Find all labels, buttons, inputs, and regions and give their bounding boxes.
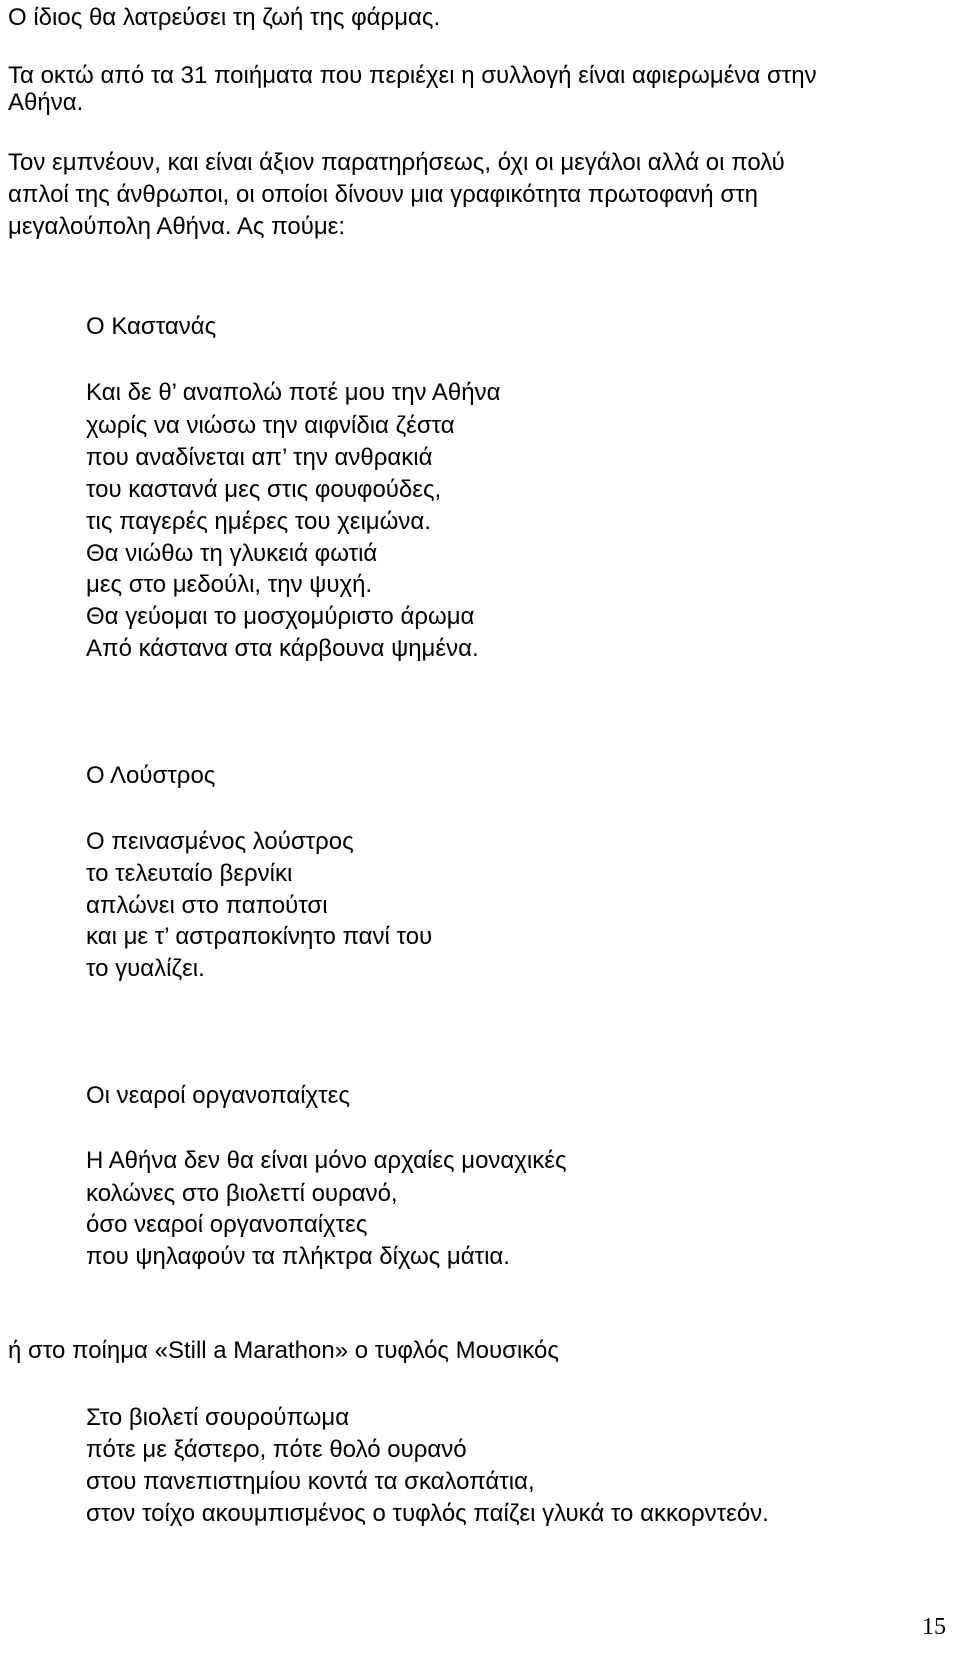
intro-line: Τα οκτώ από τα 31 ποιήματα που περιέχει η συλλογή είναι αφιερωμένα στην bbox=[8, 62, 817, 89]
poem-line: πότε με ξάστερο, πότε θολό ουρανό bbox=[86, 1436, 467, 1463]
poem-line: το τελευταίο βερνίκι bbox=[86, 860, 293, 887]
poem-line: Και δε θ’ αναπολώ ποτέ μου την Αθήνα bbox=[86, 379, 501, 406]
poem-line: στον τοίχο ακουμπισμένος ο τυφλός παίζει γλυκά το ακκορντεόν. bbox=[86, 1500, 769, 1527]
poem-line: που ψηλαφούν τα πλήκτρα δίχως μάτια. bbox=[86, 1243, 510, 1270]
poem-line: Θα γεύομαι το μοσχομύριστο άρωμα bbox=[86, 603, 475, 630]
poem-line: Από κάστανα στα κάρβουνα ψημένα. bbox=[86, 635, 479, 662]
poem-line: χωρίς να νιώσω την αιφνίδια ζέστα bbox=[86, 412, 455, 439]
poem-line: απλώνει στο παπούτσι bbox=[86, 892, 328, 919]
poem-title: Οι νεαροί οργανοπαίχτες bbox=[86, 1082, 350, 1109]
poem-line: Η Αθήνα δεν θα είναι μόνο αρχαίες μοναχικές bbox=[86, 1147, 567, 1174]
transition-line: ή στο ποίημα «Still a Marathon» ο τυφλός Μουσικός bbox=[8, 1337, 559, 1364]
poem-line: που αναδίνεται απ’ την ανθρακιά bbox=[86, 444, 433, 471]
poem-title: Ο Καστανάς bbox=[86, 313, 217, 340]
intro-line: απλοί της άνθρωποι, οι οποίοι δίνουν μια γραφικότητα πρωτοφανή στη bbox=[8, 181, 758, 208]
poem-line: στου πανεπιστημίου κοντά τα σκαλοπάτια, bbox=[86, 1468, 535, 1495]
poem-line: του καστανά μες στις φουφούδες, bbox=[86, 476, 442, 503]
poem-line: τις παγερές ημέρες του χειμώνα. bbox=[86, 508, 431, 535]
poem-line: το γυαλίζει. bbox=[86, 955, 205, 982]
poem-line: όσο νεαροί οργανοπαίχτες bbox=[86, 1211, 368, 1238]
page-number: 15 bbox=[922, 1614, 946, 1640]
poem-line: κολώνες στο βιολεττί ουρανό, bbox=[86, 1180, 398, 1207]
intro-line: Ο ίδιος θα λατρεύσει τη ζωή της φάρμας. bbox=[8, 4, 441, 31]
poem-line: Ο πεινασμένος λούστρος bbox=[86, 828, 354, 855]
poem-line: μες στο μεδούλι, την ψυχή. bbox=[86, 571, 373, 598]
intro-line: Αθήνα. bbox=[8, 89, 84, 116]
poem-title: Ο Λούστρος bbox=[86, 762, 216, 789]
intro-line: Τον εμπνέουν, και είναι άξιον παρατηρήσεως, όχι οι μεγάλοι αλλά οι πολύ bbox=[8, 149, 785, 176]
poem-line: Θα νιώθω τη γλυκειά φωτιά bbox=[86, 540, 378, 567]
poem-line: Στο βιολετί σουρούπωμα bbox=[86, 1404, 350, 1431]
poem-line: και με τ’ αστραποκίνητο πανί του bbox=[86, 923, 433, 950]
intro-line: μεγαλούπολη Αθήνα. Ας πούμε: bbox=[8, 213, 346, 240]
